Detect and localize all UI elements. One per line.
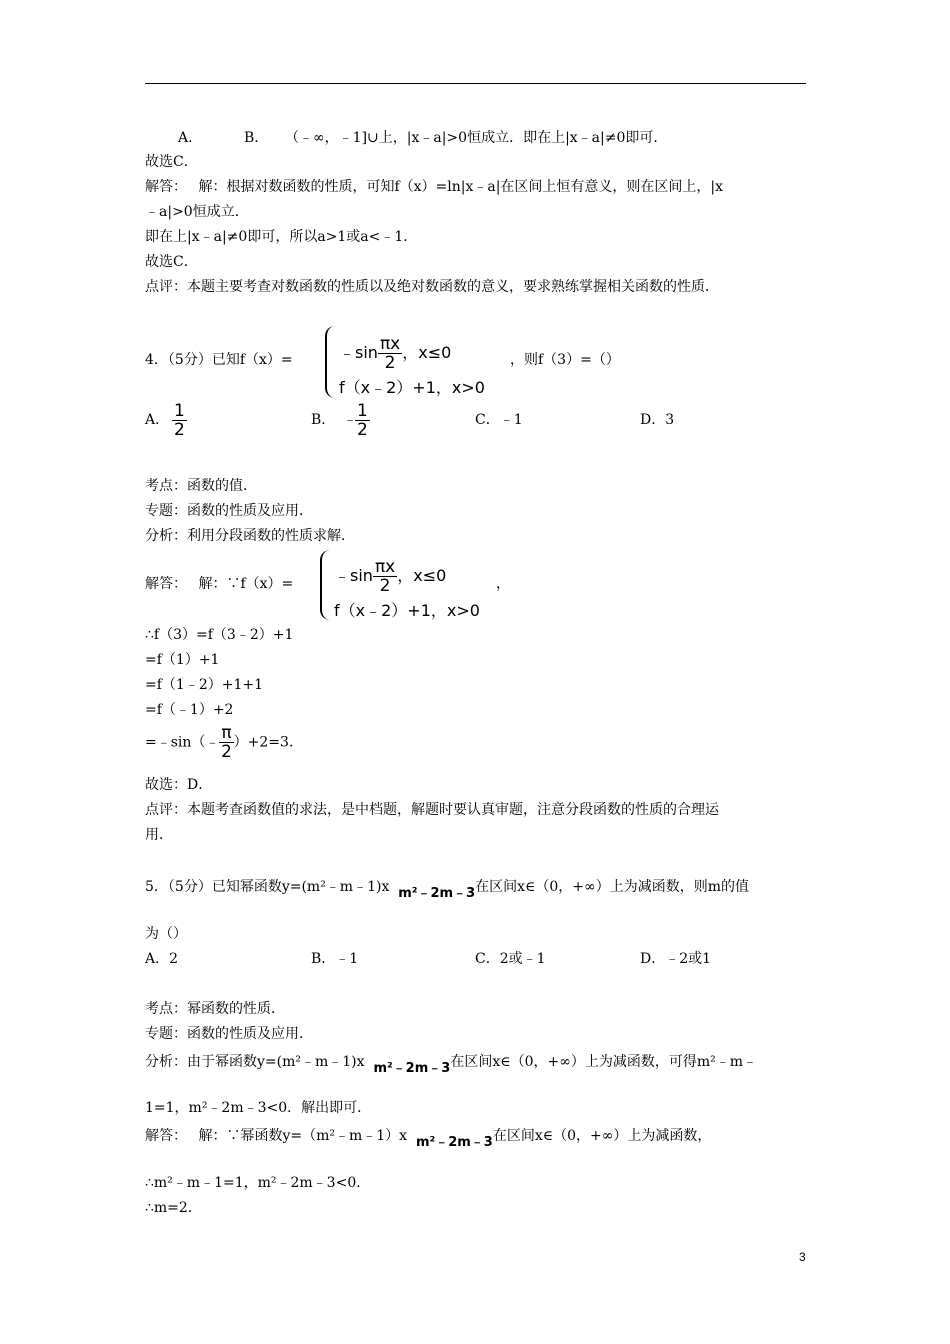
q3-solution-line2: ﹣a|>0恒成立．: [145, 204, 249, 220]
q4-option-b-label: B．: [311, 412, 336, 428]
page-number: 3: [799, 1250, 806, 1264]
q5-stem-line1: 5．（5分）已知幂函数y=(m²﹣m﹣1)x m²﹣2m﹣3在区间x∈（0，+∞）上为减函数，则m的值: [145, 879, 749, 901]
q4-option-a-label: A．: [145, 412, 170, 428]
q4-fenxi: 分析：利用分段函数的性质求解．: [145, 528, 355, 544]
q3-solution-line1: 解答： 解：根据对数函数的性质，可知f（x）=ln|x﹣a|在区间上恒有意义，则在区间上，|x: [145, 179, 724, 195]
q4-step5: =﹣sin（﹣ $\frac{\pi}{2}$ ）+2=3．: [145, 723, 303, 762]
q5-solution-line3: ∴m=2．: [145, 1200, 202, 1216]
q5-kaodian: 考点：幂函数的性质．: [145, 1001, 285, 1017]
q4-option-d: D．3: [640, 412, 675, 428]
fraction: $\frac{\pi}{2}$: [221, 723, 232, 762]
q4-stem-tail: ，则f（3）=（）: [510, 352, 620, 368]
q4-solution-intro: 解答： 解：∵f（x）=: [145, 576, 294, 592]
q4-step1: ∴f（3）=f（3﹣2）+1: [145, 627, 294, 643]
q4-option-b-value: $\frac{1}{2}$: [357, 401, 368, 440]
q5-stem-line2: 为（）: [145, 926, 187, 942]
q3-answer: 故选C．: [145, 154, 198, 170]
fraction: $\frac{\pi x}{2}$: [379, 334, 401, 373]
q4-option-b-sign: ﹣: [343, 412, 357, 428]
q3-option-text: （﹣∞，﹣1]∪上，|x﹣a|>0恒成立．即在上|x﹣a|≠0即可．: [285, 130, 668, 146]
q5-option-d: D．﹣2或1: [640, 951, 712, 967]
q4-answer: 故选：D．: [145, 777, 213, 793]
q4-kaodian: 考点：函数的值．: [145, 478, 257, 494]
q3-solution-line3: 即在上|x﹣a|≠0即可，所以a>1或a<﹣1．: [145, 229, 418, 245]
q3-comment: 点评：本题主要考查对数函数的性质以及绝对数函数的意义，要求熟练掌握相关函数的性质．: [145, 279, 719, 295]
q5-option-c: C．2或﹣1: [475, 951, 546, 967]
header-rule: [145, 83, 806, 84]
q4-option-a-value: $\frac{1}{2}$: [174, 401, 185, 440]
q5-option-b: B．﹣1: [311, 951, 359, 967]
q4-step3: =f（1﹣2）+1+1: [145, 677, 264, 693]
q3-solution-line4: 故选C．: [145, 254, 198, 270]
q4-solution-case1: ﹣sin $\frac{\pi x}{2}$ ，x≤0: [334, 557, 447, 596]
q3-option-b: B.: [244, 130, 259, 146]
q5-solution-line1: 解答： 解：∵幂函数y=（m²﹣m﹣1）x m²﹣2m﹣3在区间x∈（0，+∞）上为减函数，: [145, 1128, 712, 1150]
q4-step4: =f（﹣1）+2: [145, 702, 234, 718]
q4-comment-line1: 点评：本题考查函数值的求法，是中档题，解题时要认真审题，注意分段函数的性质的合理运: [145, 802, 719, 818]
q4-comment-line2: 用．: [145, 827, 173, 843]
q4-solution-piecewise: [320, 550, 510, 620]
q5-solution-line2: ∴m²﹣m﹣1=1，m²﹣2m﹣3<0．: [145, 1175, 371, 1191]
q4-case1: ﹣sin $\frac{\pi x}{2}$ ，x≤0: [339, 334, 452, 373]
q4-option-c: C．﹣1: [475, 412, 523, 428]
q3-option-a: A.: [178, 130, 193, 146]
q4-case2: f（x﹣2）+1，x>0: [339, 378, 485, 397]
q5-zhuanti: 专题：函数的性质及应用．: [145, 1026, 313, 1042]
q5-fenxi-line1: 分析：由于幂函数y=(m²﹣m﹣1)x m²﹣2m﹣3在区间x∈（0，+∞）上为减函数，可得m²﹣m﹣: [145, 1054, 758, 1076]
q4-solution-comma: ，: [496, 576, 510, 592]
q4-step2: =f（1）+1: [145, 652, 220, 668]
q4-piecewise: [325, 326, 525, 398]
q4-solution-case2: f（x﹣2）+1，x>0: [334, 601, 480, 620]
fraction: $\frac{\pi x}{2}$: [374, 557, 396, 596]
q5-fenxi-line2: 1=1，m²﹣2m﹣3<0．解出即可．: [145, 1100, 372, 1116]
q4-zhuanti: 专题：函数的性质及应用．: [145, 503, 313, 519]
q4-stem: 4．（5分）已知f（x）=: [145, 352, 293, 368]
brace-glyph: [320, 550, 332, 620]
brace-glyph: [325, 326, 337, 398]
q5-option-a: A．2: [145, 951, 179, 967]
